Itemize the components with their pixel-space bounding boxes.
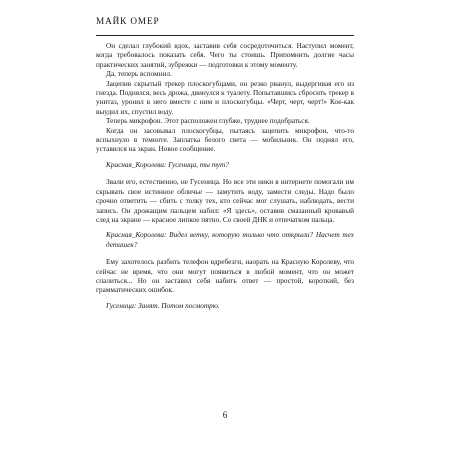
paragraph: Когда он засовывал плоскогубцы, пытаясь зацепить микрофон, что-то вспыхнуло в темноте. Заплатка белого света — мобильник. Он поднял его, уставился на экран. Новое сообщение. [96,126,354,154]
header-rule [96,35,354,36]
page-number: 6 [222,410,228,420]
chat-message: Красная_Королева: Гусеница, ты тут? [106,160,229,169]
paragraph: Зацепив скрытый трекер плоскогубцами, он резко рванул, выдергивая его из гнезда. Поднялся, весь дрожа, двинулся к туалету. Попытавшись сбросить трекер в унитаз, уронил в него вместе с ним и плоскогубцы. «Черт, черт, черт!» Кое-как выудил их, спустил воду. [96,79,354,116]
paragraph: Звали его, естественно, не Гусеница. Но все эти ники в интернете помогали им скрывать свое истинное обличье — замутить воду, замести следы. Надо было срочно ответить — сбить с толку тех, кто сейчас мог слушать, наблюдать, вести запись. Он дрожащим пальцем набил: «Я здесь», оставив смазанный кровавый след на экране — красное липкое пятно. Со своей ДНК и отпечатком пальца. [96,178,354,224]
paragraph: Теперь микрофон. Этот расположен глубже, труднее подобраться. [106,117,310,126]
paragraph: Ему захотелось разбить телефон вдребезги, наорать на Красную Королеву, что сейчас не время, что они могут появиться в любой момент, что он может спалиться... Но он заставил себя набить ответ — простой, короткий, без грамматических ошибок. [96,258,354,295]
body-text [96,42,354,319]
chat-message: Гусеница: Занят. Потом посмотрю. [106,301,220,310]
paragraph: Он сделал глубокий вдох, заставив себя сосредоточиться. Наступил момент, когда требовалось показать себя. Чего ты стоишь. Припомнить долгие часы практических занятий, зубрежки — подготовки к этому моменту. [96,42,354,69]
chat-message: Красная_Королева: Видел ветку, которую только что открыли? Насчет тех детишек? [106,231,354,249]
running-header: МАЙК ОМЕР [96,16,160,26]
paragraph: Да, теперь вспомнил. [106,70,172,79]
